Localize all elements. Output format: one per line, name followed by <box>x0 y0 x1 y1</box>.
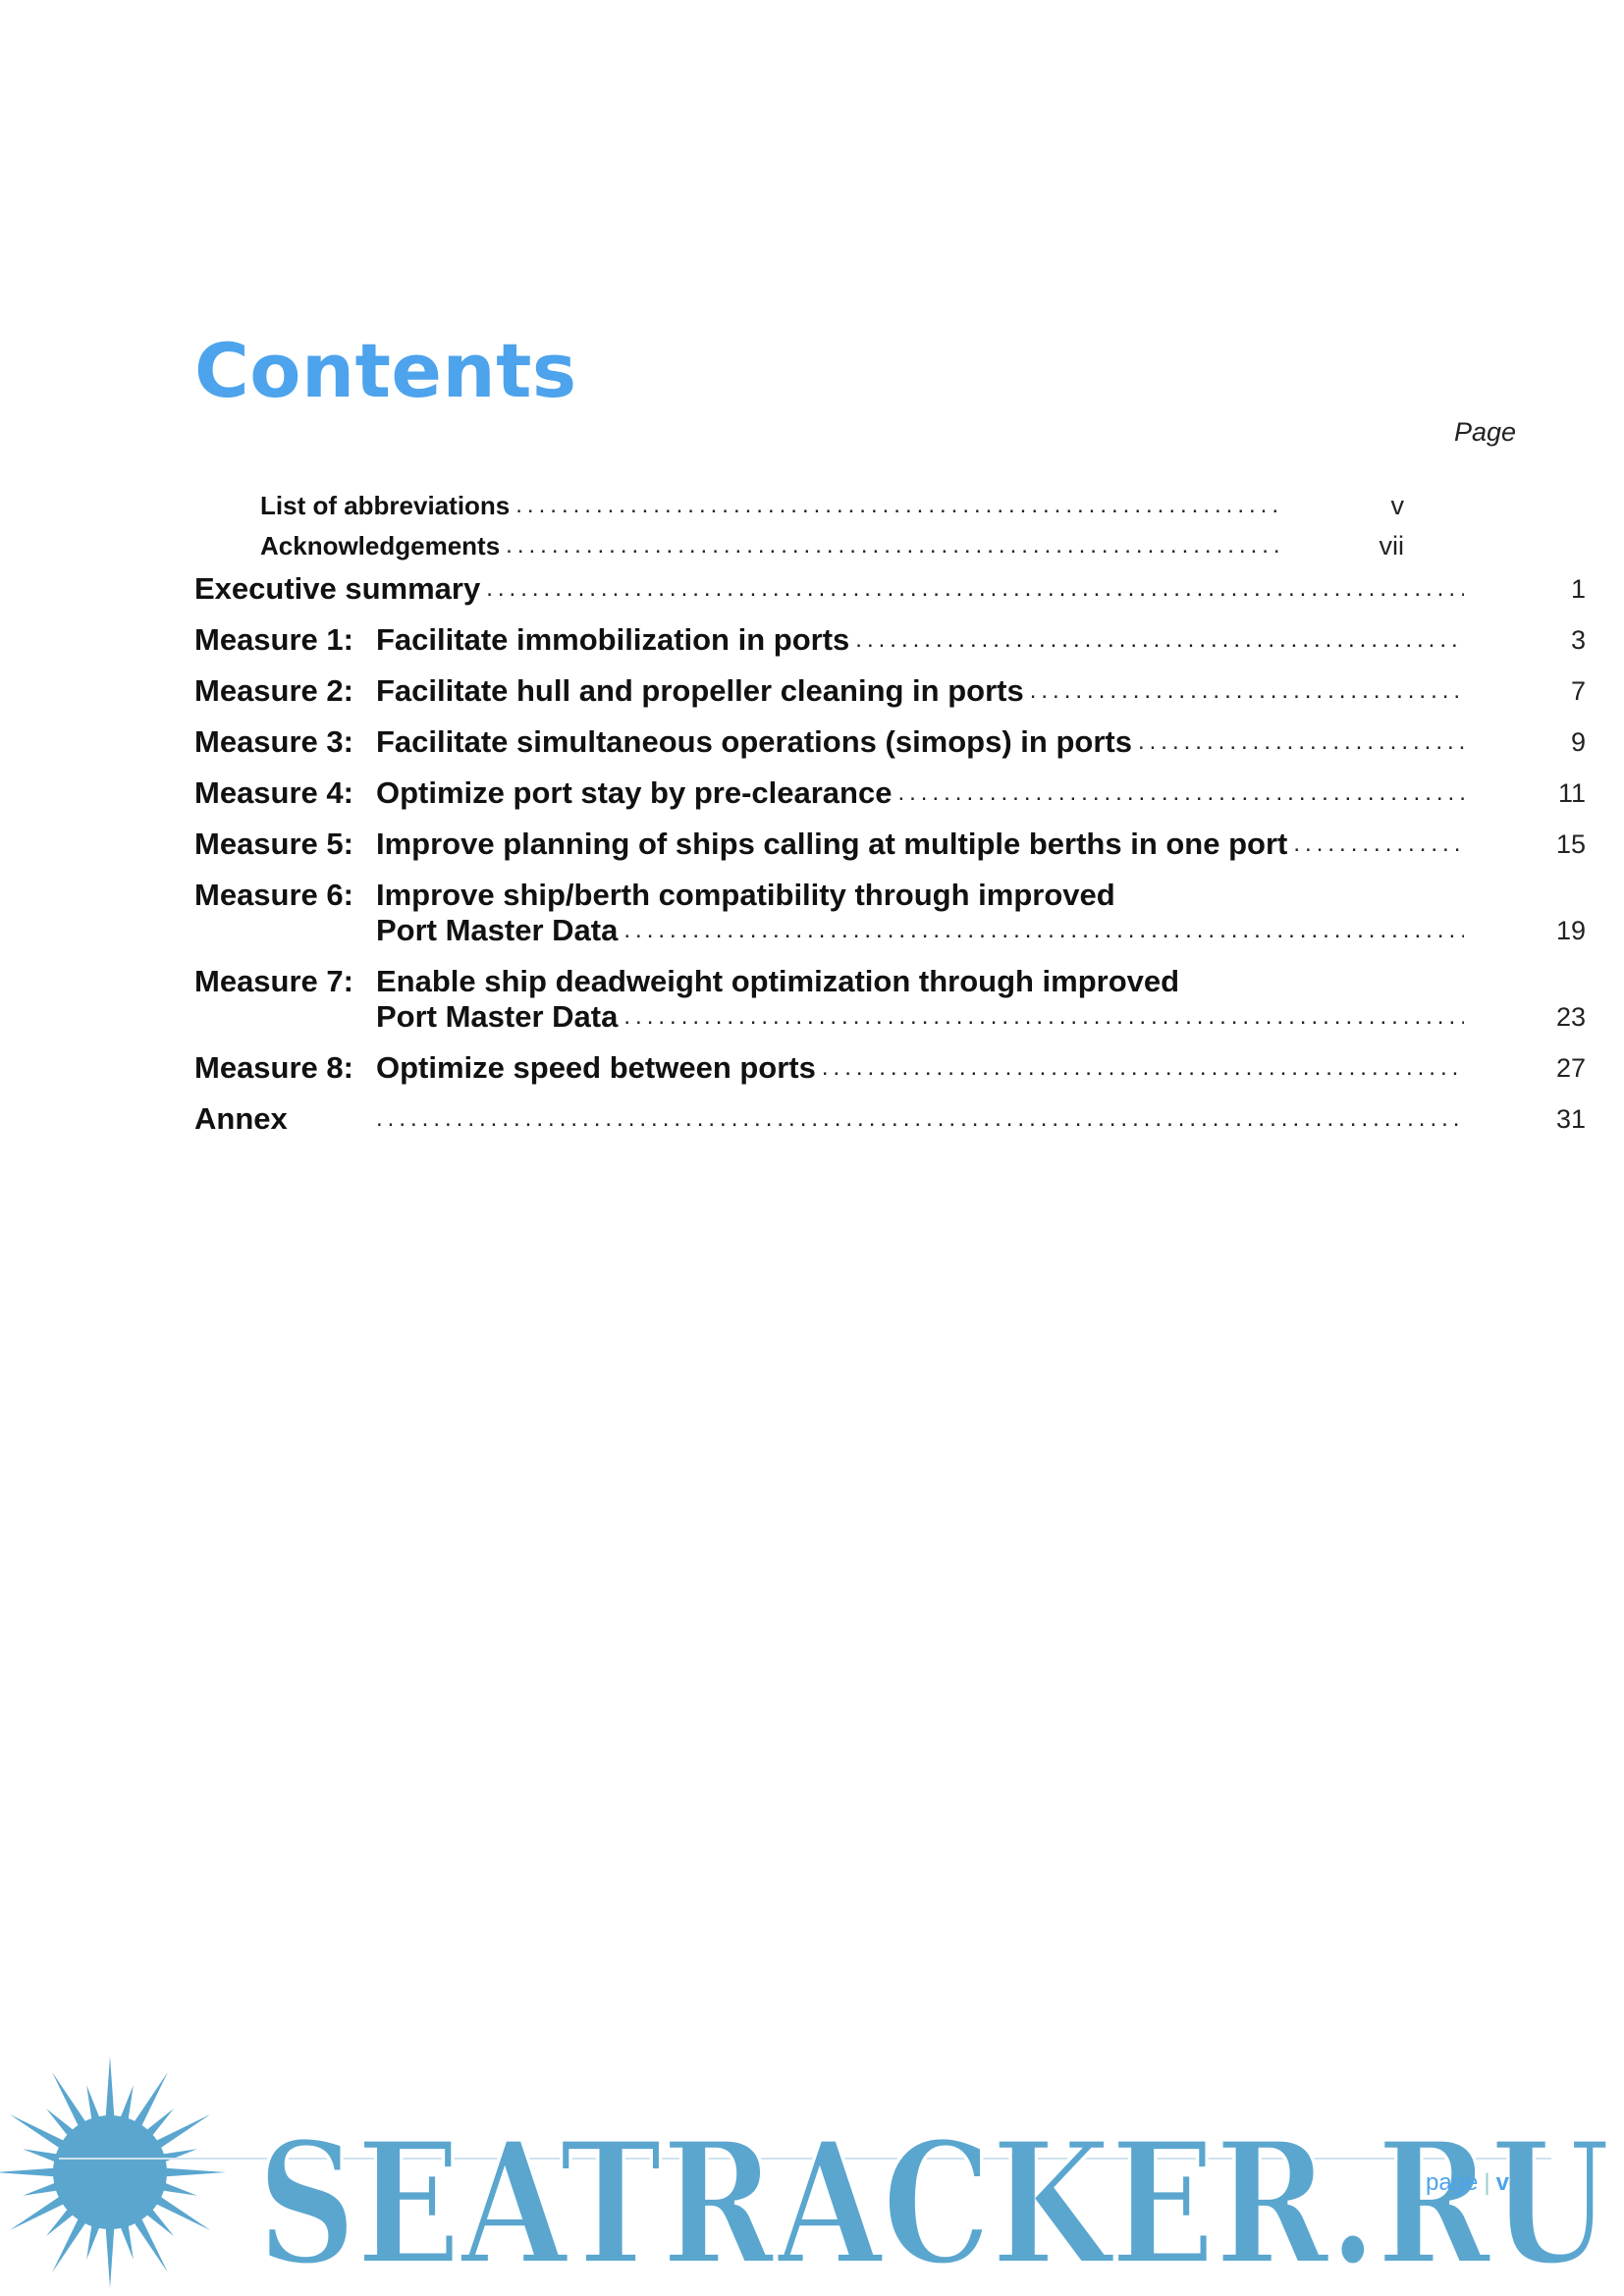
dot-leader <box>623 999 1464 1035</box>
footer-page-word: page <box>1426 2169 1479 2196</box>
toc-entry-executive-summary[interactable] <box>194 571 1586 607</box>
seatracker-watermark <box>0 2056 1624 2296</box>
page-column-label: Page <box>1453 417 1516 447</box>
toc-entry-annex[interactable] <box>194 1101 1586 1137</box>
toc-entry-title-line2: Port Master Data <box>376 999 619 1034</box>
toc-entry-abbreviations[interactable] <box>194 491 1516 520</box>
dot-leader <box>506 531 1282 561</box>
toc-entry-label: Annex <box>194 1101 288 1136</box>
toc-entry-title: Facilitate simultaneous operations (simops) in ports <box>376 724 1132 759</box>
sun-ray <box>158 2149 197 2163</box>
sun-ray <box>158 2181 197 2196</box>
toc-entry-label: Measure 5: <box>194 827 353 861</box>
sun-ray <box>105 2223 114 2288</box>
toc-entry-page: vii <box>1379 531 1404 561</box>
toc-entry-measure-1[interactable] <box>194 622 1586 658</box>
sun-ray <box>0 2167 59 2176</box>
toc-entry-acknowledgements[interactable] <box>194 531 1516 561</box>
toc-entry-title: Optimize port stay by pre-clearance <box>376 775 893 810</box>
toc-entry-label: Measure 6: <box>194 878 353 912</box>
toc-entry-page: 1 <box>1570 574 1586 604</box>
dot-leader <box>376 1101 1464 1137</box>
toc-entry-title: Acknowledgements <box>260 531 501 561</box>
toc-entry-measure-3[interactable] <box>194 724 1586 760</box>
dot-leader <box>822 1050 1464 1086</box>
toc-entry-title: Improve planning of ships calling at multiple berths in one port <box>376 827 1288 861</box>
toc-entry-page: 19 <box>1555 916 1586 945</box>
toc-entry-label: Measure 8: <box>194 1050 353 1085</box>
toc-entry-title: Executive summary <box>194 571 481 606</box>
dot-leader <box>515 491 1282 520</box>
toc-entry-measure-7[interactable] <box>194 964 1586 1035</box>
toc-entry-title-line2: Port Master Data <box>376 913 619 947</box>
dot-leader <box>897 775 1464 811</box>
sun-ray <box>23 2149 62 2163</box>
sun-ray <box>86 2220 101 2260</box>
toc-entry-page: 27 <box>1555 1053 1586 1083</box>
dot-leader <box>1030 673 1464 709</box>
toc-entry-page: 15 <box>1555 829 1586 859</box>
sun-ray <box>119 2085 134 2124</box>
toc-entry-page: 11 <box>1557 778 1586 808</box>
toc-entry-page: 23 <box>1555 1002 1586 1032</box>
toc-entry-page: 7 <box>1570 676 1586 706</box>
sun-burst-icon <box>0 2056 226 2288</box>
dot-leader <box>486 571 1464 607</box>
toc-entry-title: Improve ship/berth compatibility through improved <box>376 878 1115 912</box>
dot-leader <box>1138 724 1464 760</box>
toc-entry-measure-6[interactable] <box>194 878 1586 948</box>
sun-ray <box>119 2220 134 2260</box>
table-of-contents <box>194 491 1586 1152</box>
watermark-text: SEATRACKER.RU <box>257 2104 1610 2296</box>
toc-entry-measure-5[interactable] <box>194 827 1586 862</box>
toc-entry-label: Measure 1: <box>194 622 353 657</box>
dot-leader <box>623 913 1464 948</box>
toc-entry-measure-8[interactable] <box>194 1050 1586 1086</box>
toc-entry-title: List of abbreviations <box>260 491 511 520</box>
dot-leader <box>855 622 1464 658</box>
toc-entry-page: 9 <box>1570 727 1586 757</box>
toc-entry-label: Measure 3: <box>194 724 353 759</box>
toc-entry-label: Measure 2: <box>194 673 353 708</box>
sun-ray <box>161 2167 226 2176</box>
toc-entry-measure-4[interactable] <box>194 775 1586 811</box>
sun-ray <box>23 2181 62 2196</box>
dot-leader <box>1293 827 1464 862</box>
sun-ray <box>105 2056 114 2121</box>
toc-entry-label: Measure 7: <box>194 964 353 998</box>
toc-entry-title: Facilitate immobilization in ports <box>376 622 850 657</box>
sun-ray <box>86 2085 101 2124</box>
toc-entry-title: Facilitate hull and propeller cleaning in ports <box>376 673 1024 708</box>
toc-entry-title: Enable ship deadweight optimization through improved <box>376 964 1180 998</box>
toc-entry-measure-2[interactable] <box>194 673 1586 709</box>
toc-entry-label: Measure 4: <box>194 775 353 810</box>
toc-entry-page: v <box>1390 491 1404 520</box>
toc-entry-page: 3 <box>1570 625 1586 655</box>
toc-entry-title: Optimize speed between ports <box>376 1050 816 1085</box>
footer-page-label: page | v <box>1426 2169 1509 2196</box>
page-title: Contents <box>194 327 577 414</box>
footer-page-number: v <box>1495 2169 1509 2196</box>
toc-entry-page: 31 <box>1555 1104 1586 1134</box>
